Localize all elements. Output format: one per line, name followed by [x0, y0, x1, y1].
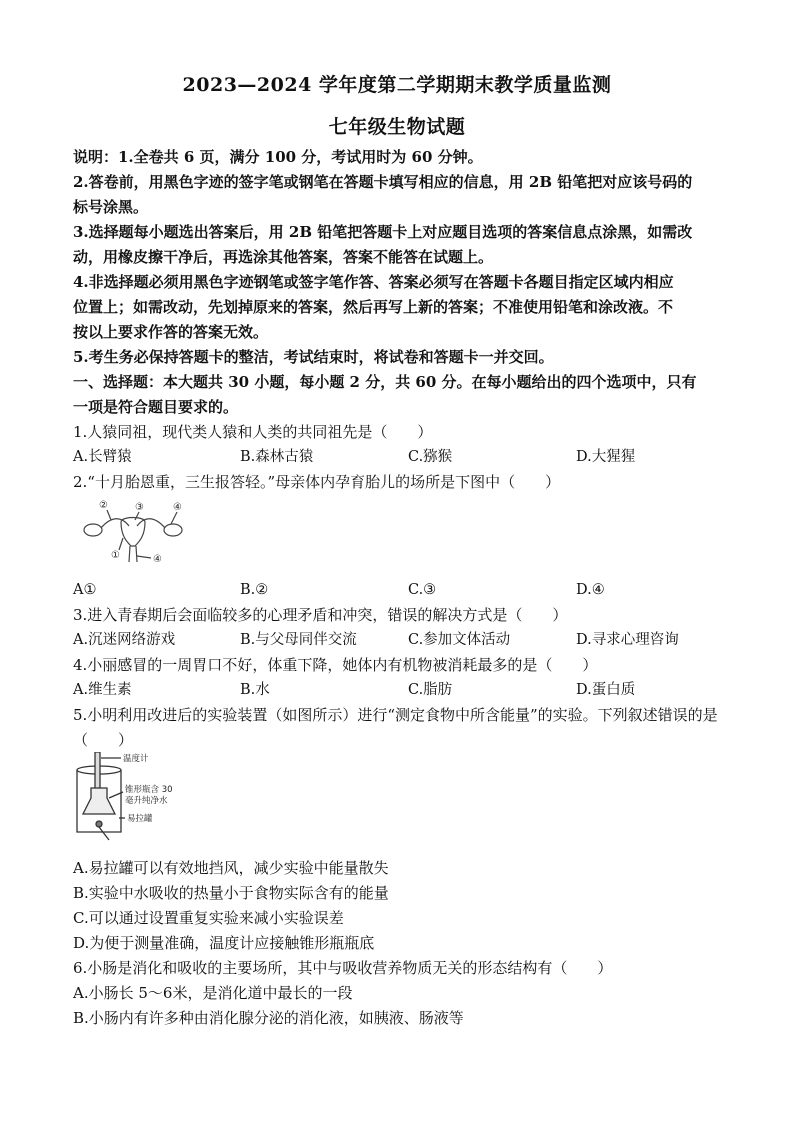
- diagram-label-1: ①: [111, 550, 120, 561]
- calorimeter-diagram: [73, 752, 188, 844]
- q1-option-c: C.猕猴: [408, 449, 453, 465]
- q2-option-c: C.③: [408, 582, 437, 598]
- q4-option-b: B.水: [240, 682, 270, 698]
- diagram-label-4: ④: [153, 554, 162, 565]
- section-heading: 一项是符合题目要求的。: [73, 398, 239, 416]
- q1-option-b: B.森林古猿: [240, 449, 314, 465]
- diagram-label-3: ③: [135, 502, 144, 513]
- q4-option-c: C.脂肪: [408, 682, 453, 698]
- q3-option-d: D.寻求心理咨询: [576, 632, 679, 648]
- question-5-stem-cont: （ ）: [73, 731, 134, 749]
- instruction-line: 说明：1.全卷共 6 页，满分 100 分，考试用时为 60 分钟。: [73, 148, 483, 166]
- q6-option-b: B.小肠内有许多种由消化腺分泌的消化液，如胰液、肠液等: [73, 1009, 464, 1027]
- diagram-label-2: ②: [99, 500, 108, 511]
- q1-option-d: D.大猩猩: [576, 449, 636, 465]
- instruction-line: 标号涂黑。: [73, 198, 149, 216]
- q2-option-a: A①: [73, 582, 97, 598]
- question-1-stem: 1.人猿同祖，现代类人猿和人类的共同祖先是（ ）: [73, 423, 433, 441]
- q3-option-b: B.与父母同伴交流: [240, 632, 357, 648]
- exam-title: 2023—2024 学年度第二学期期末教学质量监测: [182, 74, 612, 96]
- question-3-stem: 3.进入青春期后会面临较多的心理矛盾和冲突，错误的解决方式是（ ）: [73, 606, 568, 624]
- q3-option-a: A.沉迷网络游戏: [73, 632, 176, 648]
- q5-option-b: B.实验中水吸收的热量小于食物实际含有的能量: [73, 884, 389, 902]
- q4-option-a: A.维生素: [73, 682, 132, 698]
- instruction-line: 位置上；如需改动，先划掉原来的答案，然后再写上新的答案；不准使用铅笔和涂改液。不: [73, 298, 674, 316]
- label-water: 毫升纯净水: [125, 796, 168, 806]
- instruction-line: 2.答卷前，用黑色字迹的签字笔或钢笔在答题卡填写相应的信息，用 2B 铅笔把对应该号码的: [73, 173, 693, 191]
- exam-subtitle: 七年级生物试题: [328, 116, 466, 138]
- instruction-line: 5.考生务必保持答题卡的整洁，考试结束时，将试卷和答题卡一并交回。: [73, 348, 554, 366]
- q3-option-c: C.参加文体活动: [408, 632, 511, 648]
- question-5-stem: 5.小明利用改进后的实验装置（如图所示）进行“测定食物中所含能量”的实验。下列叙述错误的是: [73, 706, 718, 724]
- question-4-stem: 4.小丽感冒的一周胃口不好，体重下降，她体内有机物被消耗最多的是（ ）: [73, 656, 598, 674]
- section-heading: 一、选择题：本大题共 30 小题，每小题 2 分，共 60 分。在每小题给出的四个选项中，只有: [73, 373, 697, 391]
- label-thermometer: 温度计: [123, 754, 149, 764]
- instruction-line: 4.非选择题必须用黑色字迹钢笔或签字笔作答、答案必须写在答题卡各题目指定区域内相应: [73, 273, 674, 291]
- question-2-stem: 2.“十月胎恩重，三生报答轻。”母亲体内孕育胎儿的场所是下图中（ ）: [73, 473, 561, 491]
- uterus-diagram: [73, 496, 188, 568]
- q2-option-d: D.④: [576, 582, 605, 598]
- diagram-label-4-top: ④: [173, 502, 182, 513]
- q4-option-d: D.蛋白质: [576, 682, 636, 698]
- label-flask: 锥形瓶含 30: [125, 785, 173, 795]
- q1-option-a: A.长臂猿: [73, 449, 132, 465]
- instruction-line: 按以上要求作答的答案无效。: [73, 323, 269, 341]
- instruction-line: 3.选择题每小题选出答案后，用 2B 铅笔把答题卡上对应题目选项的答案信息点涂黑，如需改: [73, 223, 693, 241]
- q2-option-b: B.②: [240, 582, 269, 598]
- q5-option-c: C.可以通过设置重复实验来减小实验误差: [73, 909, 344, 927]
- q5-option-d: D.为便于测量准确，温度计应接触锥形瓶瓶底: [73, 934, 375, 952]
- q5-option-a: A.易拉罐可以有效地挡风，减少实验中能量散失: [73, 859, 389, 877]
- instruction-line: 动，用橡皮擦干净后，再选涂其他答案，答案不能答在试题上。: [73, 248, 494, 266]
- label-can: 易拉罐: [127, 814, 153, 824]
- q6-option-a: A.小肠长 5～6米，是消化道中最长的一段: [73, 984, 353, 1002]
- question-6-stem: 6.小肠是消化和吸收的主要场所，其中与吸收营养物质无关的形态结构有（ ）: [73, 959, 613, 977]
